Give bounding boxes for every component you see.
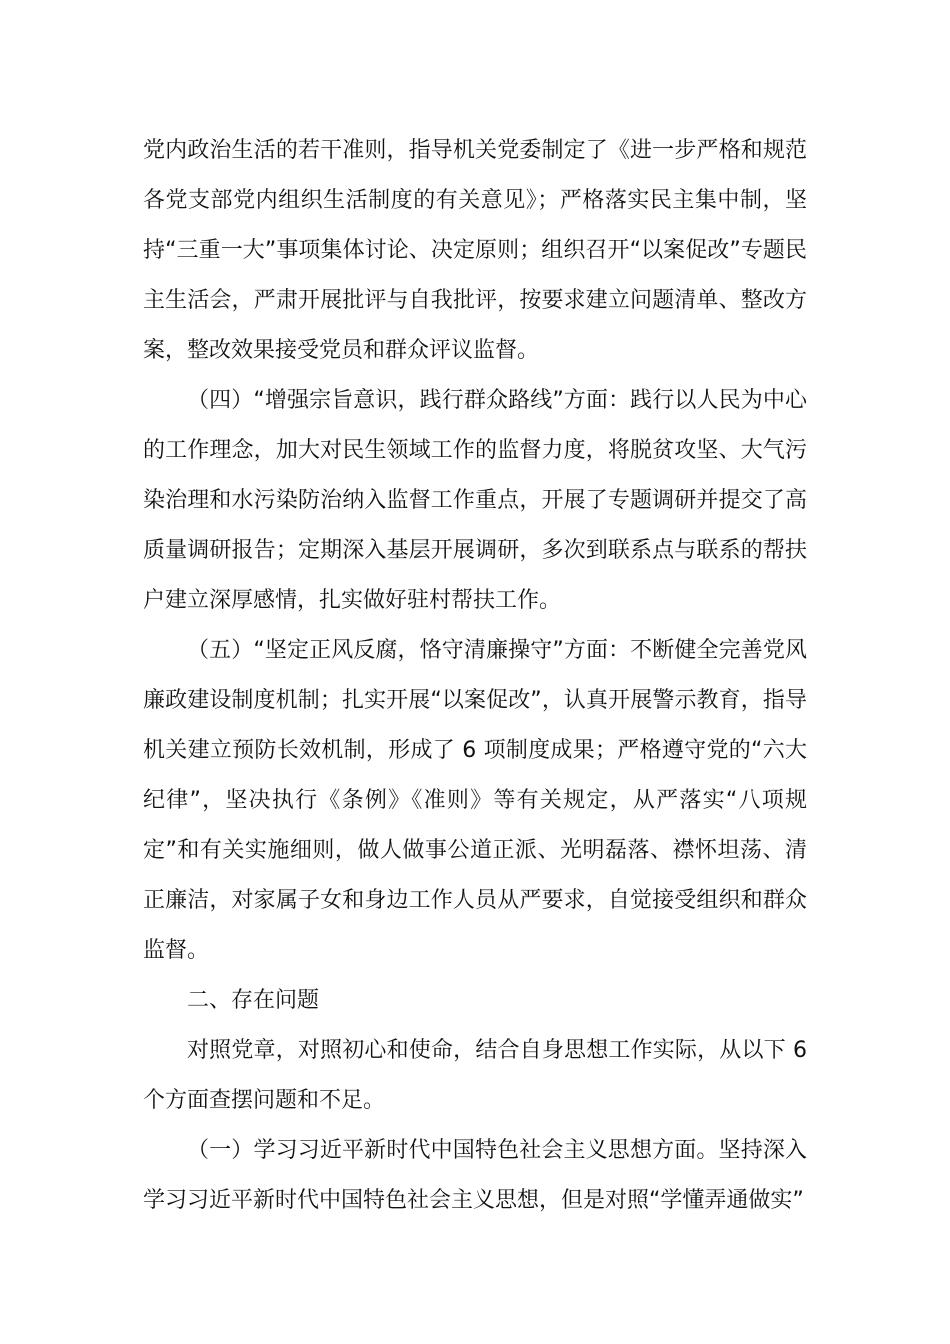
paragraph-problems-intro: 对照党章，对照初心和使命，结合自身思想工作实际，从以下 6 个方面查摆问题和不足。: [143, 1038, 807, 1113]
heading-existing-problems: 二、存在问题: [187, 988, 320, 1013]
paragraph-problem-1: （一）学习习近平新时代中国特色社会主义思想方面。坚持深入学习习近平新时代中国特色社会主义思想，但是对照“学懂弄通做实”: [143, 1138, 807, 1213]
paragraph-section-5: （五）“坚定正风反腐，恪守清廉操守”方面：不断健全完善党风廉政建设制度机制；扎实开展“以案促改”，认真开展警示教育，指导机关建立预防长效机制，形成了 6 项制度成果；严格遵守党的“六大纪律”，坚决执行《条例》《准则》等有关规定，从严落实“八项规定”和有关实施细则，做人做事公道正派、光明磊落、襟怀坦荡、清正廉洁，对家属子女和身边工作人员从严要求，自觉接受组织和群众监督。: [143, 638, 807, 963]
document-body: [143, 126, 807, 1226]
paragraph-continuation: 党内政治生活的若干准则，指导机关党委制定了《进一步严格和规范各党支部党内组织生活制度的有关意见》；严格落实民主集中制，坚持“三重一大”事项集体讨论、决定原则；组织召开“以案促改”专题民主生活会，严肃开展批评与自我批评，按要求建立问题清单、整改方案，整改效果接受党员和群众评议监督。: [143, 138, 807, 363]
paragraph-section-4: （四）“增强宗旨意识，践行群众路线”方面：践行以人民为中心的工作理念，加大对民生领域工作的监督力度，将脱贫攻坚、大气污染治理和水污染防治纳入监督工作重点，开展了专题调研并提交了高质量调研报告；定期深入基层开展调研，多次到联系点与联系的帮扶户建立深厚感情，扎实做好驻村帮扶工作。: [143, 388, 807, 613]
